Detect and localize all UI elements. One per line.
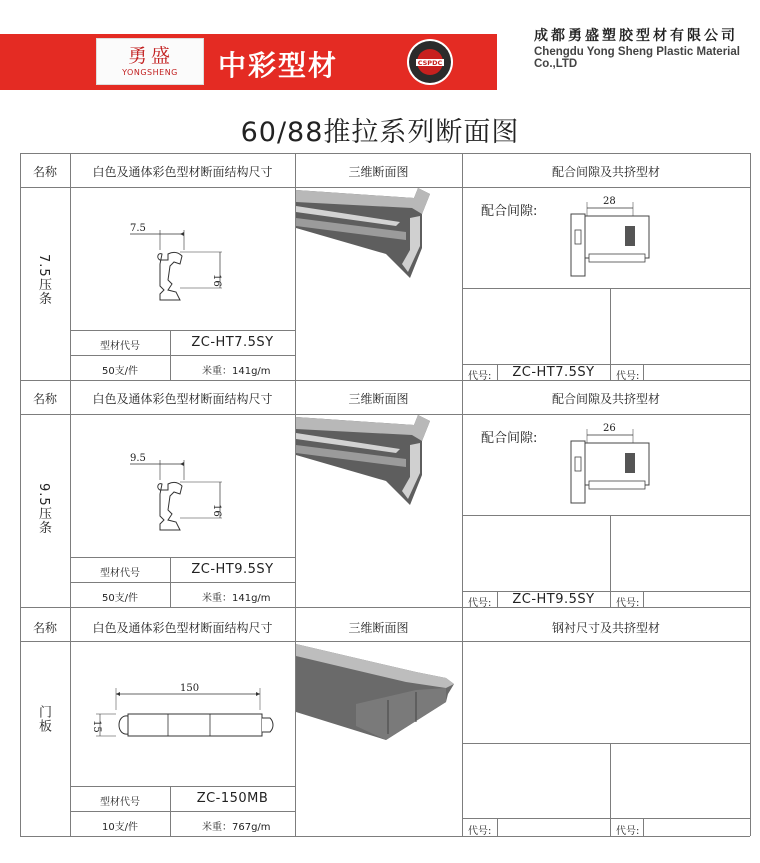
height-dimension: 16 <box>211 504 222 517</box>
column-header-name: 名称 <box>32 621 57 635</box>
grid-line <box>20 153 21 836</box>
grid-line <box>20 153 750 154</box>
grid-line <box>70 355 295 356</box>
grid-line <box>497 818 498 836</box>
width-dimension: 9.5 <box>130 453 146 464</box>
grid-line <box>750 153 751 836</box>
fit-code-label: 代号: <box>468 826 492 837</box>
grid-line <box>462 515 750 516</box>
pack-qty: 50支/件 <box>101 366 139 377</box>
fit-code: ZC-HT9.5SY <box>512 592 595 607</box>
profile-section-drawing <box>110 450 230 550</box>
grid-line <box>462 153 463 836</box>
column-header-fit: 配合间隙及共挤型材 <box>551 392 660 406</box>
column-header-3d: 三维断面图 <box>348 392 409 406</box>
profile-section-drawing <box>90 680 280 750</box>
grid-line <box>610 288 611 380</box>
column-header-name: 名称 <box>32 392 57 406</box>
column-header-structure: 白色及通体彩色型材断面结构尺寸 <box>92 621 273 635</box>
profile-code: ZC-150MB <box>196 791 269 806</box>
meter-weight: 米重：767g/m <box>202 822 271 833</box>
profile-section-drawing <box>110 220 230 320</box>
brand-name-cn: 勇盛 <box>127 45 174 67</box>
grid-line <box>70 811 295 812</box>
grid-line <box>20 836 750 837</box>
grid-line <box>20 380 750 381</box>
height-dimension: 15 <box>91 720 102 733</box>
grid-line <box>70 557 295 558</box>
company-name-en: Chengdu Yong Sheng Plastic Material Co.,LTD <box>534 46 740 70</box>
column-header-3d: 三维断面图 <box>348 621 409 635</box>
width-dimension: 150 <box>180 683 200 694</box>
pack-qty: 10支/件 <box>101 822 139 833</box>
fit-code-label-2: 代号: <box>616 826 640 837</box>
grid-line <box>610 515 611 607</box>
fit-gap-label: 配合间隙: <box>481 431 538 446</box>
grid-line <box>20 607 750 608</box>
page-title: 60/88推拉系列断面图 <box>240 117 520 148</box>
profile-3d-render <box>296 188 462 288</box>
grid-line <box>70 330 295 331</box>
fit-gap-drawing <box>565 192 655 282</box>
profile-3d-render <box>296 642 462 742</box>
profile-code-label: 型材代号 <box>100 341 140 352</box>
column-header-steel: 钢衬尺寸及共挤型材 <box>551 621 660 635</box>
fit-code-label-2: 代号: <box>616 371 640 382</box>
profile-name: 9.5压条 <box>36 483 51 535</box>
fit-code-label-2: 代号: <box>616 598 640 609</box>
fit-code-label: 代号: <box>468 598 492 609</box>
certification-seal-icon <box>406 38 454 86</box>
profile-name: 门板 <box>36 705 51 733</box>
brand-logo <box>96 38 204 85</box>
fit-gap-label: 配合间隙: <box>481 204 538 219</box>
column-header-fit: 配合间隙及共挤型材 <box>551 165 660 179</box>
fit-gap-drawing <box>565 419 655 509</box>
grid-line <box>70 786 295 787</box>
profile-code: ZC-HT7.5SY <box>191 335 274 350</box>
column-header-structure: 白色及通体彩色型材断面结构尺寸 <box>92 165 273 179</box>
profile-3d-render <box>296 415 462 515</box>
grid-line <box>643 364 644 380</box>
grid-line <box>643 591 644 607</box>
grid-line <box>643 818 644 836</box>
grid-line <box>462 818 750 819</box>
grid-line <box>462 288 750 289</box>
slogan: 中彩型材 <box>218 49 339 82</box>
grid-line <box>70 582 295 583</box>
svg-text:CSPDC: CSPDC <box>417 59 443 67</box>
height-dimension: 16 <box>211 274 222 287</box>
meter-weight: 米重：141g/m <box>202 366 271 377</box>
column-header-3d: 三维断面图 <box>348 165 409 179</box>
grid-line <box>610 743 611 836</box>
gap-dimension: 26 <box>603 423 616 434</box>
fit-code: ZC-HT7.5SY <box>512 365 595 380</box>
width-dimension: 7.5 <box>130 223 146 234</box>
company-name-cn: 成都勇盛塑胶型材有限公司 <box>534 28 738 44</box>
profile-code: ZC-HT9.5SY <box>191 562 274 577</box>
grid-line <box>70 153 71 836</box>
fit-code-label: 代号: <box>468 371 492 382</box>
column-header-name: 名称 <box>32 165 57 179</box>
profile-code-label: 型材代号 <box>100 568 140 579</box>
brand-name-en: YONGSHENG <box>122 68 178 77</box>
grid-line <box>462 743 750 744</box>
pack-qty: 50支/件 <box>101 593 139 604</box>
profile-code-label: 型材代号 <box>100 797 140 808</box>
profile-name: 7.5压条 <box>36 254 51 306</box>
column-header-structure: 白色及通体彩色型材断面结构尺寸 <box>92 392 273 406</box>
gap-dimension: 28 <box>603 196 616 207</box>
meter-weight: 米重：141g/m <box>202 593 271 604</box>
